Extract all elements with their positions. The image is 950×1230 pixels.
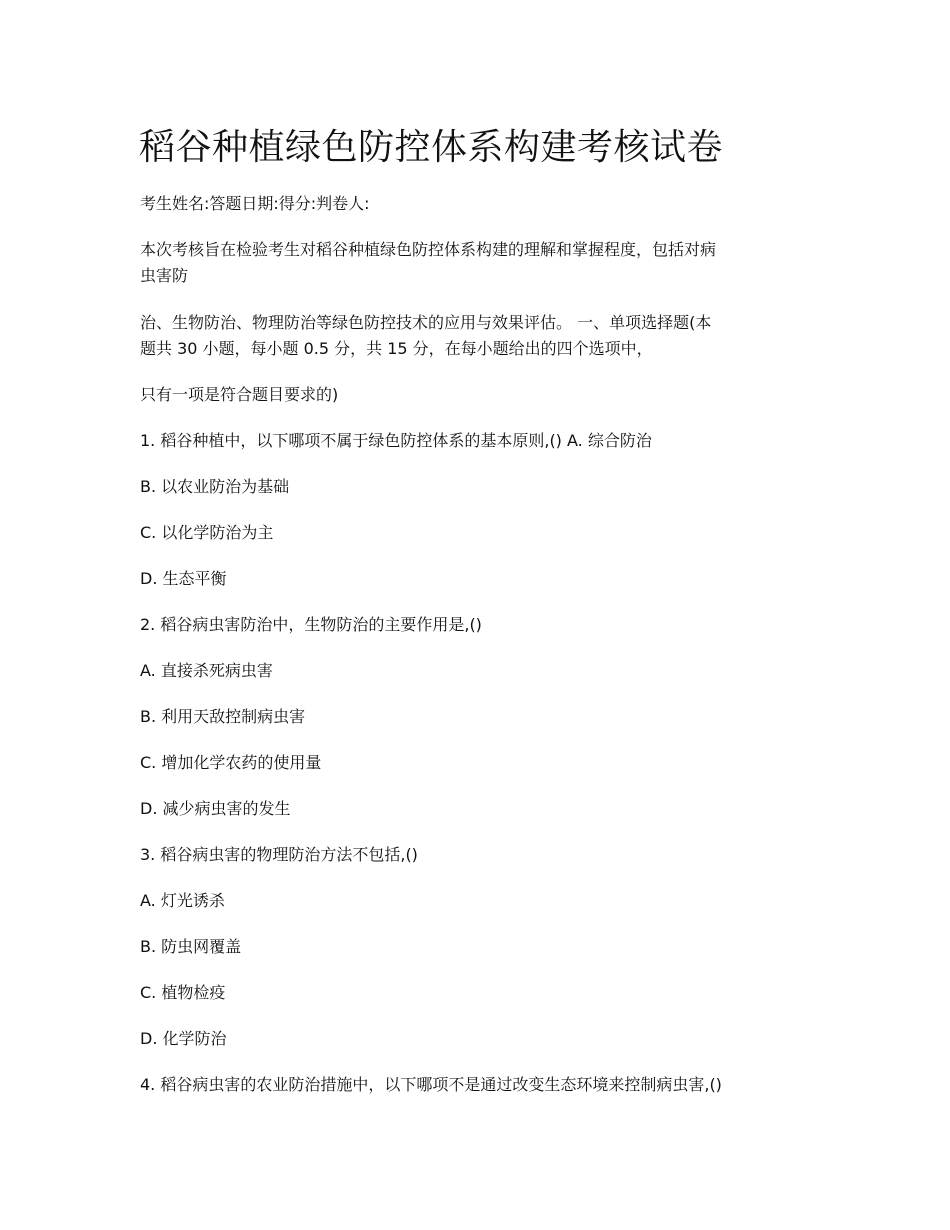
- question-1-stem: 1. 稻谷种植中，以下哪项不属于绿色防控体系的基本原则,() A. 综合防治: [140, 431, 652, 450]
- intro-line-3: 治、生物防治、物理防治等绿色防控技术的应用与效果评估。 一、单项选择题(本: [140, 313, 712, 332]
- intro-line-5: 只有一项是符合题目要求的): [140, 385, 339, 404]
- question-2-option-b: B. 利用天敌控制病虫害: [140, 707, 306, 726]
- question-2-option-a: A. 直接杀死病虫害: [140, 661, 273, 680]
- intro-line-4: 题共 30 小题，每小题 0.5 分，共 15 分，在每小题给出的四个选项中，: [140, 339, 653, 358]
- question-3-option-b: B. 防虫网覆盖: [140, 937, 242, 956]
- question-4-stem: 4. 稻谷病虫害的农业防治措施中，以下哪项不是通过改变生态环境来控制病虫害,(): [140, 1075, 722, 1094]
- question-1-option-c: C. 以化学防治为主: [140, 523, 274, 542]
- question-2-option-c: C. 增加化学农药的使用量: [140, 753, 322, 772]
- intro-line-2: 虫害防: [140, 266, 189, 285]
- question-1-option-d: D. 生态平衡: [140, 569, 227, 588]
- question-3-option-c: C. 植物检疫: [140, 983, 226, 1002]
- question-2-option-d: D. 减少病虫害的发生: [140, 799, 291, 818]
- question-1-option-b: B. 以农业防治为基础: [140, 477, 290, 496]
- question-2-stem: 2. 稻谷病虫害防治中，生物防治的主要作用是,(): [140, 615, 482, 634]
- question-3-stem: 3. 稻谷病虫害的物理防治方法不包括,(): [140, 845, 418, 864]
- question-3-option-a: A. 灯光诱杀: [140, 891, 225, 910]
- question-3-option-d: D. 化学防治: [140, 1029, 227, 1048]
- intro-line-1: 本次考核旨在检验考生对稻谷种植绿色防控体系构建的理解和掌握程度，包括对病: [140, 240, 717, 259]
- exam-info-line: 考生姓名:答题日期:得分:判卷人:: [140, 194, 370, 213]
- page-title: 稻谷种植绿色防控体系构建考核试卷: [139, 127, 724, 168]
